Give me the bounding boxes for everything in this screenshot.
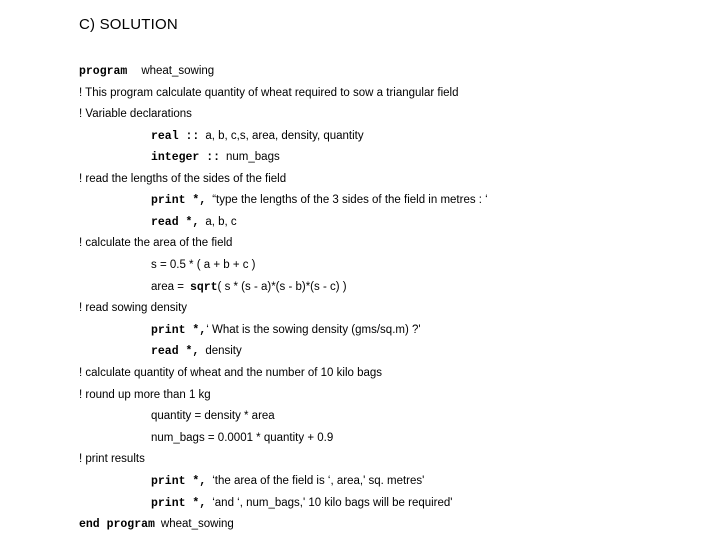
print-4-text: ‘and ‘, num_bags,' 10 kilo bags will be required' — [212, 497, 453, 509]
print-3-text: ‘the area of the field is ‘, area,' sq. metres' — [212, 475, 425, 487]
area-args: ( s * (s - a)*(s - b)*(s - c) ) — [217, 281, 347, 293]
keyword-print: print *, — [151, 497, 207, 510]
keyword-real: real :: — [151, 130, 200, 143]
code-line-program — [79, 64, 214, 79]
code-line-comment-round: ! round up more than 1 kg — [79, 389, 211, 401]
code-line-qty-expr: quantity = density * area — [151, 410, 275, 422]
program-name: wheat_sowing — [141, 65, 215, 77]
keyword-program: program — [79, 65, 128, 78]
area-lhs: area = — [151, 281, 184, 293]
code-line-s-expr: s = 0.5 * ( a + b + c ) — [151, 259, 256, 271]
read-1-vars: a, b, c — [205, 216, 237, 228]
keyword-integer: integer :: — [151, 151, 221, 164]
keyword-read: read *, — [151, 216, 200, 229]
keyword-print: print *, — [151, 194, 207, 207]
keyword-read: read *, — [151, 345, 200, 358]
code-line-comment-print: ! print results — [79, 453, 145, 465]
code-line-print-2 — [151, 323, 421, 338]
print-2-text: ‘ What is the sowing density (gms/sq.m) ?' — [206, 324, 421, 336]
page-title: C) SOLUTION — [79, 16, 178, 33]
keyword-print: print *, — [151, 324, 207, 337]
code-line-read-1 — [151, 215, 237, 230]
code-line-bags-expr: num_bags = 0.0001 * quantity + 0.9 — [151, 432, 334, 444]
code-line-comment-purpose: ! This program calculate quantity of wheat required to sow a triangular field — [79, 87, 459, 99]
code-line-print-3 — [151, 474, 424, 489]
code-line-end-program — [79, 517, 234, 532]
code-line-print-4 — [151, 496, 453, 511]
code-line-print-1 — [151, 193, 488, 208]
keyword-print: print *, — [151, 475, 207, 488]
keyword-end-program: end program — [79, 518, 155, 531]
integer-vars: num_bags — [226, 151, 280, 163]
code-line-comment-calc-qty: ! calculate quantity of wheat and the number of 10 kilo bags — [79, 367, 383, 379]
real-vars: a, b, c,s, area, density, quantity — [205, 130, 364, 142]
code-line-comment-read-sides: ! read the lengths of the sides of the field — [79, 173, 287, 185]
end-program-name: wheat_sowing — [160, 518, 234, 530]
code-line-comment-calc-area: ! calculate the area of the field — [79, 237, 233, 249]
function-sqrt: sqrt — [189, 281, 218, 294]
code-line-comment-vars: ! Variable declarations — [79, 108, 192, 120]
code-line-integer-decl — [151, 150, 280, 165]
code-line-read-2 — [151, 344, 242, 359]
code-line-comment-read-density: ! read sowing density — [79, 302, 188, 314]
code-line-area-expr — [151, 280, 347, 295]
code-line-real-decl — [151, 129, 364, 144]
print-1-text: “type the lengths of the 3 sides of the field in metres : ‘ — [212, 194, 488, 206]
read-2-vars: density — [205, 345, 242, 357]
